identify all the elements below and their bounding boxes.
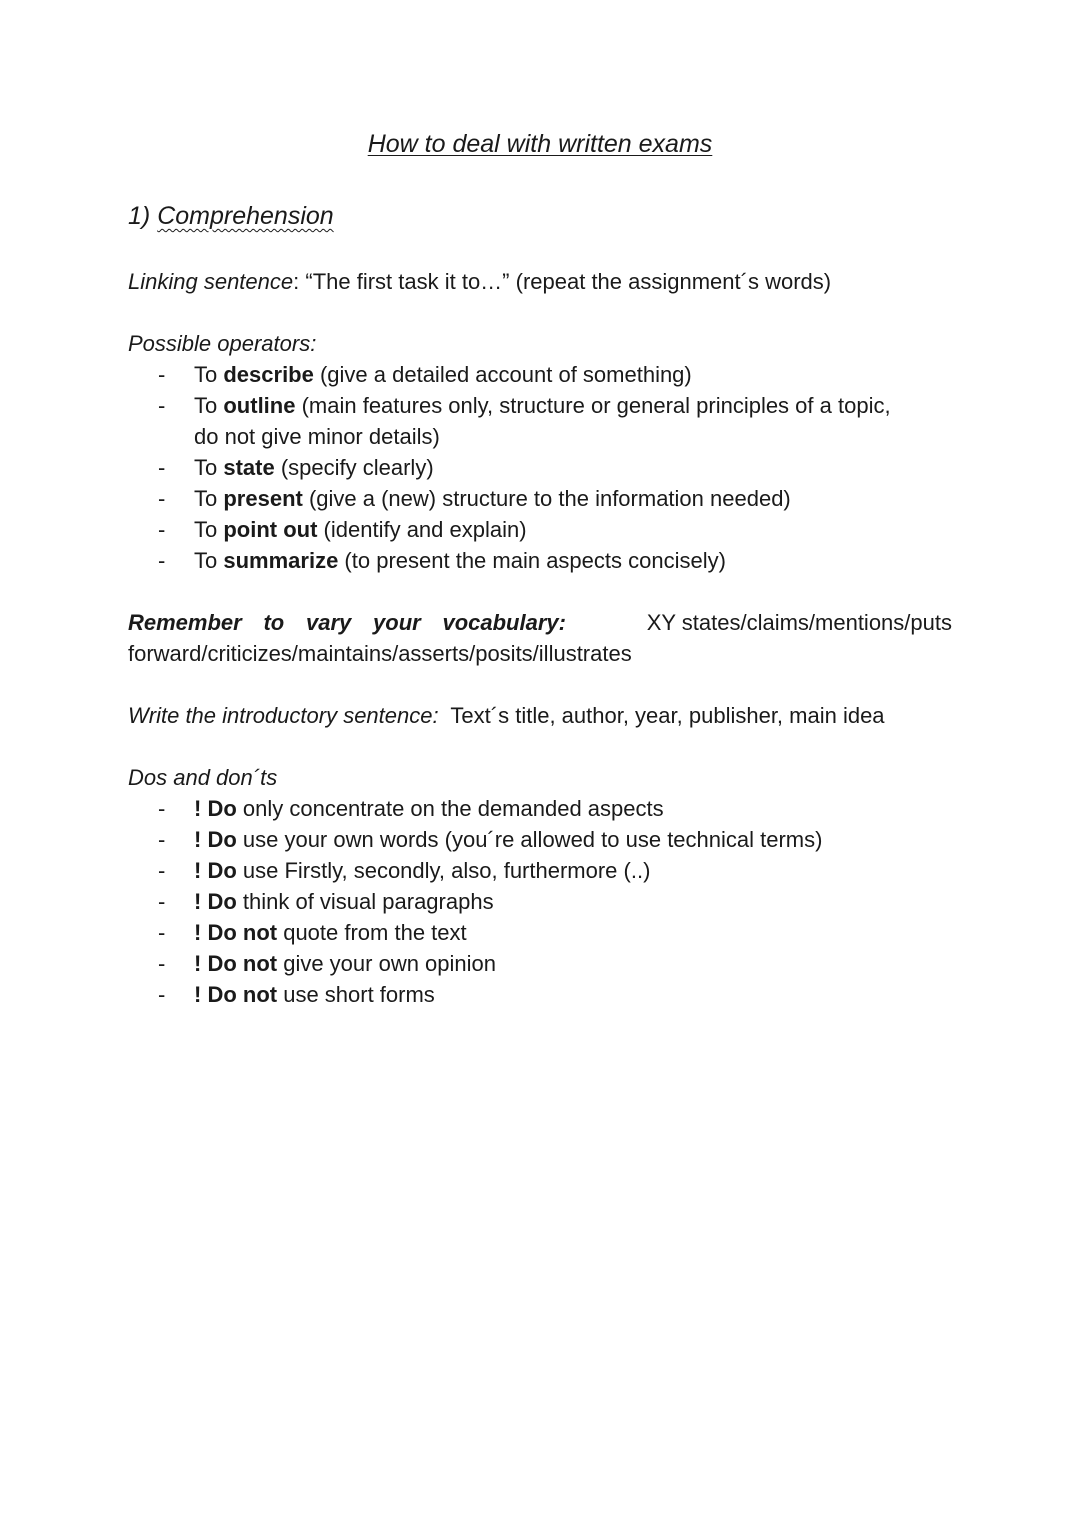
dash-bullet: - [158, 796, 166, 821]
section-number: 1) [128, 202, 151, 230]
vocabulary-list-start: XY states/claims/mentions/puts [646, 610, 952, 635]
list-item-continuation: do not give minor details) [194, 424, 440, 449]
section-title: Comprehension [157, 202, 334, 230]
list-item: - ! Do use your own words (you´re allowed to use technical terms) [128, 824, 822, 855]
linking-sentence: Linking sentence: “The first task it to…” (repeat the assignment´s words) [128, 269, 832, 294]
operator-term: summarize [223, 548, 339, 573]
list-item: - To summarize (to present the main aspects concisely) [128, 545, 891, 576]
dash-bullet: - [158, 486, 166, 511]
list-item: - ! Do only concentrate on the demanded aspects [128, 793, 822, 824]
document-title: How to deal with written exams [367, 130, 713, 158]
list-item: - ! Do think of visual paragraphs [128, 886, 822, 917]
operator-term: outline [223, 393, 296, 418]
list-item: - ! Do not give your own opinion [128, 948, 822, 979]
dash-bullet: - [158, 827, 166, 852]
dash-bullet: - [158, 920, 166, 945]
operator-term: describe [223, 362, 314, 387]
operators-list [128, 359, 891, 576]
dash-bullet: - [158, 393, 166, 418]
dash-bullet: - [158, 548, 166, 573]
list-item: - To state (specify clearly) [128, 452, 891, 483]
list-item: - To point out (identify and explain) [128, 514, 891, 545]
section-heading [128, 202, 334, 231]
list-item: - To present (give a (new) structure to the information needed) [128, 483, 891, 514]
operator-term: point out [223, 517, 318, 542]
operators-heading: Possible operators: [128, 331, 317, 356]
list-item: - ! Do use Firstly, secondly, also, furthermore (..) [128, 855, 822, 886]
dos-list [128, 793, 822, 1010]
dash-bullet: - [158, 889, 166, 914]
operator-term: state [223, 455, 275, 480]
dash-bullet: - [158, 455, 166, 480]
list-item: - To outline (main features only, structure or general principles of a topic, [128, 390, 891, 421]
dos-heading: Dos and don´ts [128, 765, 278, 790]
dash-bullet: - [158, 858, 166, 883]
list-item: - To describe (give a detailed account of something) [128, 359, 891, 390]
vocabulary-label: Remember to vary your vocabulary: [128, 610, 566, 635]
dash-bullet: - [158, 982, 166, 1007]
vocabulary-paragraph [128, 607, 952, 669]
list-item: - ! Do not quote from the text [128, 917, 822, 948]
dash-bullet: - [158, 517, 166, 542]
list-item: - ! Do not use short forms [128, 979, 822, 1010]
dash-bullet: - [158, 362, 166, 387]
vocabulary-list-end: forward/criticizes/maintains/asserts/posits/illustrates [128, 641, 632, 666]
linking-text: “The first task it to…” (repeat the assignment´s words) [299, 269, 832, 294]
introductory-label: Write the introductory sentence: [128, 703, 439, 728]
linking-label: Linking sentence [128, 269, 294, 294]
dash-bullet: - [158, 951, 166, 976]
operator-term: present [223, 486, 303, 511]
introductory-sentence [128, 700, 885, 731]
introductory-text: Text´s title, author, year, publisher, main idea [438, 703, 885, 728]
